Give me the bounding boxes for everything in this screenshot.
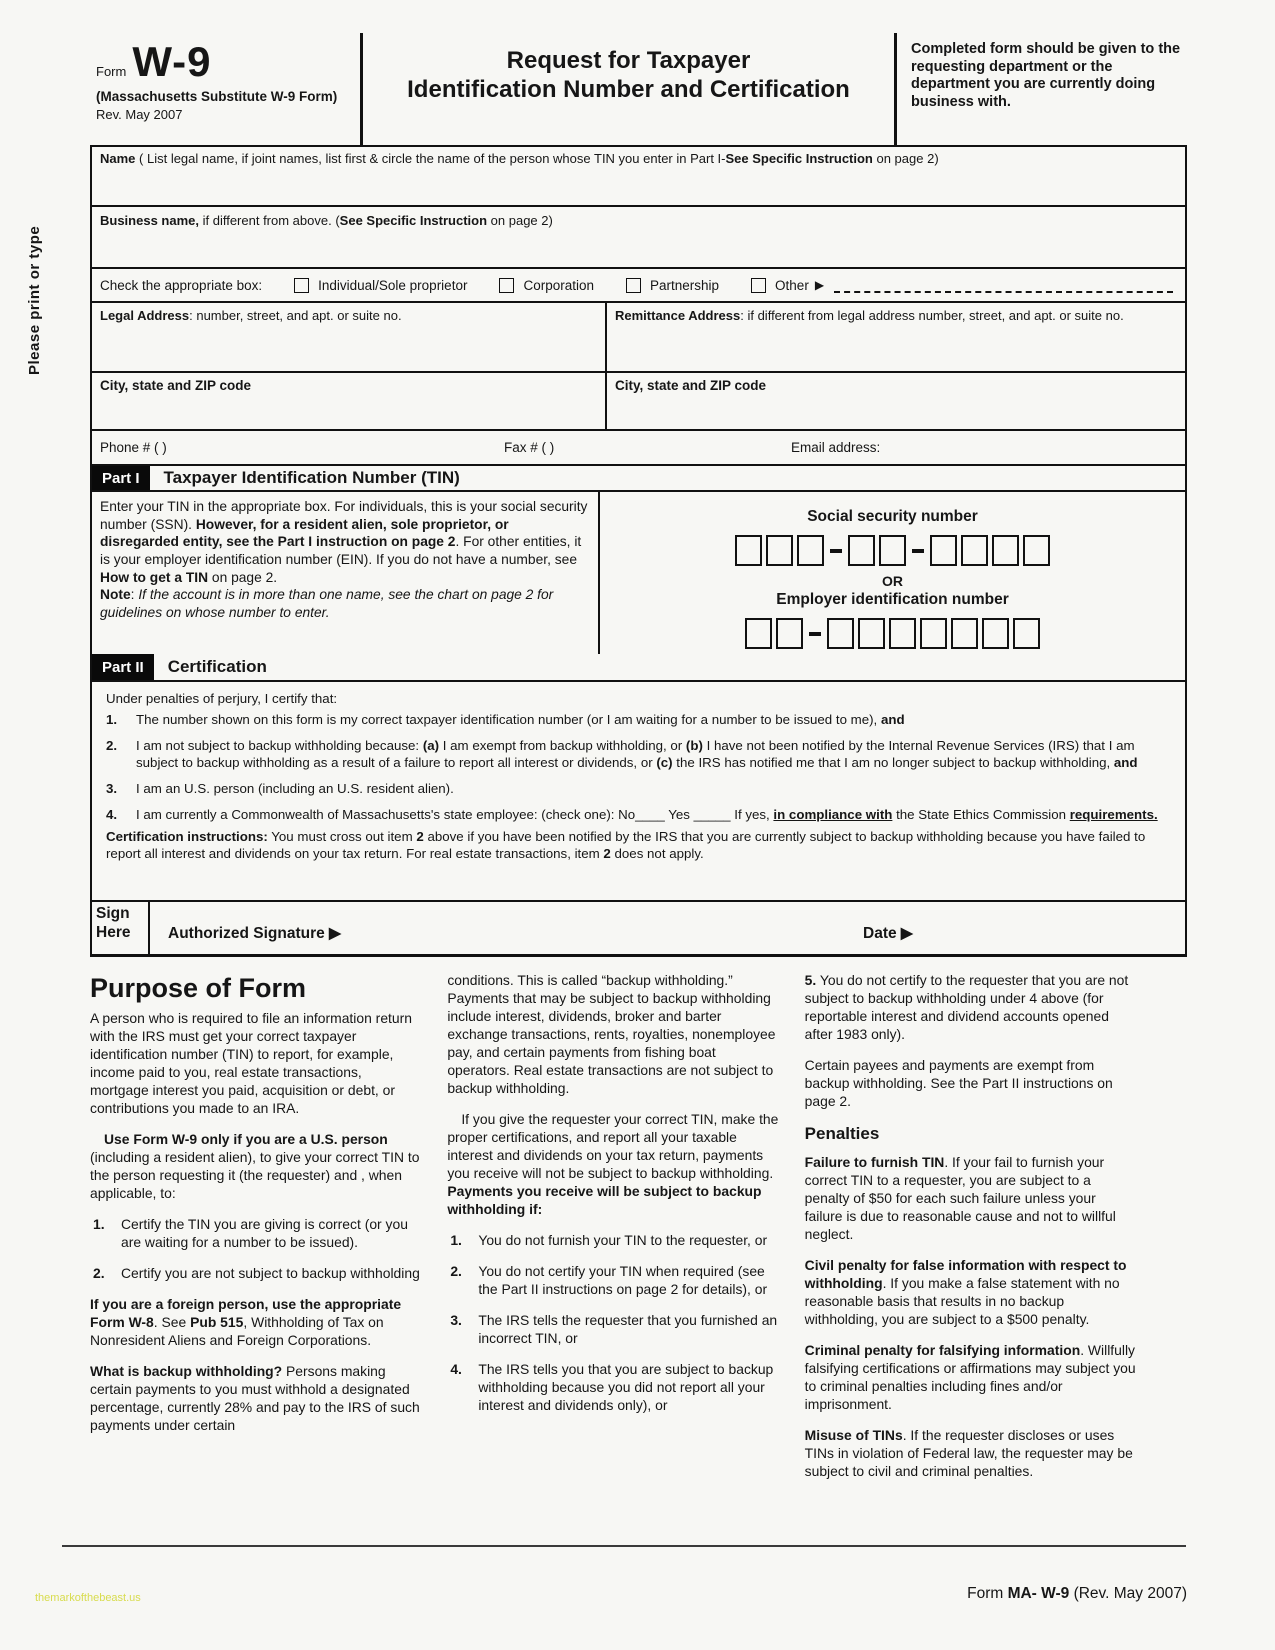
part1-instructions [92, 492, 600, 654]
dash-separator [809, 632, 821, 636]
city-state-zip-right-label: City, state and ZIP code [615, 378, 767, 393]
form-word: Form [96, 64, 127, 79]
ein-digit-box[interactable] [1013, 618, 1040, 649]
ssn-label: Social security number [807, 508, 978, 525]
entity-type-row [92, 269, 1185, 303]
ssn-box-row [600, 535, 1185, 566]
form-revision: Rev. May 2007 [96, 106, 183, 122]
ssn-digit-box[interactable] [735, 535, 762, 566]
certification-item-1-number: 1. [106, 712, 118, 728]
ein-digit-box[interactable] [858, 618, 885, 649]
exempt-payees-paragraph: Certain payees and payments are exempt from backup withholding. See the Part II instructions on page 2. [804, 1057, 1113, 1109]
other-checkbox[interactable] [751, 278, 766, 293]
individual-sole-proprietor-checkbox[interactable] [294, 278, 309, 293]
watermark-text: themarkofthebeast.us [35, 1592, 141, 1604]
date-input-area[interactable] [805, 902, 1185, 954]
ein-digit-box[interactable] [920, 618, 947, 649]
part2-header-bar [92, 654, 1185, 682]
fax-field[interactable]: Fax # ( ) [504, 440, 555, 455]
remittance-address-input-area[interactable] [607, 325, 1185, 371]
ssn-digit-box[interactable] [1023, 535, 1050, 566]
other-label: Other [775, 277, 809, 293]
certification-item-4-number: 4. [106, 807, 118, 823]
instructions-column-1 [90, 971, 421, 1493]
part2-body [92, 682, 1185, 900]
authorized-signature-input-area[interactable] [150, 902, 805, 954]
name-field-label: Name ( List legal name, if joint names, list first & circle the name of the person whose TIN you enter in Part I-See Specific Instruction on page 2) [100, 151, 939, 166]
legal-address-cell [92, 303, 605, 373]
phone-fax-email-row [92, 431, 1185, 464]
ein-digit-box[interactable] [951, 618, 978, 649]
certification-item-2-number: 2. [106, 738, 118, 754]
footer-form-id: Form MA- W-9 (Rev. May 2007) [967, 1585, 1187, 1602]
ein-digit-box[interactable] [745, 618, 772, 649]
form-title-block [360, 33, 897, 145]
date-label: Date ▶ [863, 925, 913, 942]
ssn-digit-box[interactable] [797, 535, 824, 566]
part1-body [92, 492, 1185, 654]
please-print-or-type-label: Please print or type [26, 225, 43, 375]
address-grid [92, 303, 1185, 431]
name-input-area[interactable] [92, 169, 1185, 205]
form-note-block [897, 33, 1187, 145]
civil-penalty-paragraph: Civil penalty for false information with respect to withholding. If you make a false statement with no reasonable basis that results in no backup withholding, you are subject to a $500 penalty. [804, 1257, 1127, 1327]
remittance-address-label: Remittance Address: if different from legal address number, street, and apt. or suite no. [615, 308, 1124, 323]
part1-body-text: Enter your TIN in the appropriate box. For individuals, this is your social security number (SSN). However, for a resident alien, sole proprietor, or disregarded entity, see the Part I instruction on page 2. For other entities, it is your employer identification number (EIN). If you do not have a number, see How to get a TIN on page 2. [100, 499, 588, 585]
form-header [90, 33, 1187, 145]
signature-row [92, 900, 1185, 954]
ein-label: Employer identification number [776, 591, 1009, 608]
certification-item-4-text: I am currently a Commonwealth of Massachusetts's state employee: (check one): No____ Yes _____ If yes, in compliance with the State Ethics Commission requirements. [136, 807, 1158, 823]
form-subtitle: (Massachusetts Substitute W-9 Form) [96, 88, 338, 104]
certification-item-2 [106, 737, 1173, 771]
withholding-list-item-3: 3. The IRS tells the requester that you furnished an incorrect TIN, or [450, 1312, 778, 1346]
ssn-digit-box[interactable] [879, 535, 906, 566]
instructions-column-3 [805, 971, 1136, 1493]
remittance-address-cell [605, 303, 1185, 373]
business-name-field-row [92, 207, 1185, 269]
ssn-digit-box[interactable] [766, 535, 793, 566]
ssn-digit-box[interactable] [961, 535, 988, 566]
form-body-box [90, 145, 1187, 957]
purpose-list-item-2: 2. Certify you are not subject to backup withholding [93, 1264, 420, 1281]
purpose-paragraph-2: Use Form W-9 only if you are a U.S. person (including a resident alien), to give your correct TIN to the person requesting it (the requester) and , when applicable, to: [90, 1130, 420, 1201]
misuse-of-tins-paragraph: Misuse of TINs. If the requester discloses or uses TINs in violation of Federal law, the requester may be subject to civil and criminal penalties. [804, 1427, 1133, 1479]
option-individual-sole-proprietor [294, 278, 467, 293]
part1-note-text: Note: If the account is in more than one name, see the chart on page 2 for guidelines on whose number to enter. [100, 587, 554, 620]
dash-separator [830, 549, 842, 553]
business-name-field-label: Business name, if different from above. (See Specific Instruction on page 2) [100, 213, 553, 228]
phone-field[interactable]: Phone # ( ) [100, 440, 167, 455]
penalties-heading: Penalties [804, 1124, 880, 1143]
form-title-line1: Request for Taxpayer [506, 47, 751, 74]
certification-intro: Under penalties of perjury, I certify that: [106, 691, 338, 706]
conditions-paragraph: conditions. This is called “backup withholding.” Payments that may be subject to backup withholding include interest, dividends, broker and barter exchange transactions, rents, royalties, nonemployee pay, and certain payments from fishing boat operators. Real estate transactions are not subject to backup withholding. [447, 972, 776, 1096]
certification-item-3-text: I am an U.S. person (including an U.S. resident alien). [136, 781, 454, 797]
bottom-divider [62, 1545, 1186, 1547]
ein-digit-box[interactable] [827, 618, 854, 649]
form-title-line2: Identification Number and Certification [407, 75, 850, 103]
certification-item-3-number: 3. [106, 781, 118, 797]
completed-form-note: Completed form should be given to the requesting department or the department you are currently doing business with. [911, 41, 1181, 111]
option-other [751, 278, 824, 293]
withholding-list-item-1: 1. You do not furnish your TIN to the requester, or [450, 1232, 768, 1248]
ssn-digit-box[interactable] [848, 535, 875, 566]
ssn-digit-box[interactable] [992, 535, 1019, 566]
sign-here-label: Sign Here [92, 902, 150, 954]
partnership-label: Partnership [650, 277, 720, 293]
form-number: W-9 [132, 38, 212, 85]
corporation-label: Corporation [523, 277, 594, 293]
part1-header-bar [92, 464, 1185, 492]
foreign-person-paragraph: If you are a foreign person, use the appropriate Form W-8. See Pub 515, Withholding of Tax on Nonresident Aliens and Foreign Corporations. [90, 1295, 402, 1348]
city-state-zip-right-cell [605, 373, 1185, 431]
ein-digit-box[interactable] [889, 618, 916, 649]
city-state-zip-left-label: City, state and ZIP code [100, 378, 252, 393]
certification-item-3 [106, 780, 1173, 797]
name-field-row [92, 147, 1185, 207]
city-state-zip-right-input-area[interactable] [607, 395, 1185, 429]
ssn-digit-box[interactable] [930, 535, 957, 566]
or-label: OR [882, 573, 903, 589]
withholding-list-item-2: 2. You do not certify your TIN when required (see the Part II instructions on page 2 for details), or [450, 1263, 768, 1297]
certification-item-1-text: The number shown on this form is my correct taxpayer identification number (or I am waiting for a number to be issued to me), and [136, 712, 905, 728]
ein-digit-box[interactable] [982, 618, 1009, 649]
purpose-list-item-1: 1. Certify the TIN you are giving is correct (or you are waiting for a number to be issued). [93, 1215, 408, 1250]
form-id-block [90, 33, 360, 145]
ein-digit-box[interactable] [776, 618, 803, 649]
what-is-backup-withholding-paragraph: What is backup withholding? Persons making certain payments to you must withhold a designated percentage, currently 28% and pay to the IRS of such payments under certain [90, 1362, 420, 1433]
certification-item-1 [106, 711, 1173, 728]
email-field[interactable]: Email address: [791, 440, 881, 455]
business-name-input-area[interactable] [92, 229, 1185, 267]
option-corporation [499, 278, 594, 293]
ein-box-row [600, 618, 1185, 649]
partnership-checkbox[interactable] [626, 278, 641, 293]
other-write-in-line[interactable] [834, 283, 1173, 293]
city-state-zip-left-cell [92, 373, 605, 431]
failure-to-furnish-paragraph: Failure to furnish TIN. If your fail to furnish your correct TIN to a requester, you are subject to a penalty of $50 for each such failure unless your failure is due to reasonable cause and not to willful neglect. [804, 1154, 1116, 1242]
instructions-column-2 [447, 971, 778, 1493]
legal-address-label: Legal Address: number, street, and apt. or suite no. [100, 308, 402, 323]
withholding-list-item-4: 4. The IRS tells you that you are subject to backup withholding because you did not report all your interest and dividends only), or [450, 1361, 774, 1413]
part2-title: Certification [167, 657, 267, 676]
instructions-section [90, 971, 1136, 1493]
dash-separator [912, 549, 924, 553]
part1-tag: Part I [92, 466, 150, 490]
tin-entry-area [600, 492, 1185, 654]
certification-instructions: Certification instructions: You must cross out item 2 above if you have been notified by the IRS that you are currently subject to backup withholding because you have failed to report all interest and dividends on your tax return. For real estate transactions, item 2 does not apply. [106, 829, 1146, 862]
other-arrow-icon: ▶ [814, 278, 825, 292]
purpose-of-form-heading: Purpose of Form [90, 973, 307, 1003]
corporation-checkbox[interactable] [499, 278, 514, 293]
certification-item-4 [106, 806, 1173, 823]
individual-sole-proprietor-label: Individual/Sole proprietor [318, 277, 468, 293]
purpose-paragraph-1: A person who is required to file an information return with the IRS must get your correct taxpayer identification number (TIN) to report, for example, income paid to you, real estate transactions, mortgage interest you paid, acquisition or debt, or contributions you made to an IRA. [90, 1009, 412, 1116]
city-state-zip-left-input-area[interactable] [92, 395, 605, 429]
authorized-signature-label: Authorized Signature ▶ [168, 925, 341, 942]
withholding-list-item-5: 5. You do not certify to the requester that you are not subject to backup withholding under 4 above (for reportable interest and dividend accounts opened after 1983 only). [804, 972, 1129, 1042]
legal-address-input-area[interactable] [92, 325, 605, 371]
part1-title: Taxpayer Identification Number (TIN) [163, 468, 460, 487]
certification-item-2-text: I am not subject to backup withholding because: (a) I am exempt from backup withholding, or (b) I have not been notified by the Internal Revenue Services (IRS) that I am subject to backup withholding as a result of a failure to report all interest or dividends, or (c) the IRS has notified me that I am no longer subject to backup withholding, and [136, 738, 1138, 771]
part2-tag: Part II [92, 654, 154, 680]
check-box-row-label: Check the appropriate box: [100, 277, 263, 293]
option-partnership [626, 278, 719, 293]
requester-tin-paragraph: If you give the requester your correct TIN, make the proper certifications, and report all your taxable interest and dividends on your tax return, payments you receive will not be subject to backup withholding. Payments you receive will be subject to backup withholding if: [447, 1111, 779, 1217]
criminal-penalty-paragraph: Criminal penalty for falsifying information. Willfully falsifying certifications or affirmations may subject you to criminal penalties including fines and/or imprisonment. [804, 1342, 1136, 1412]
